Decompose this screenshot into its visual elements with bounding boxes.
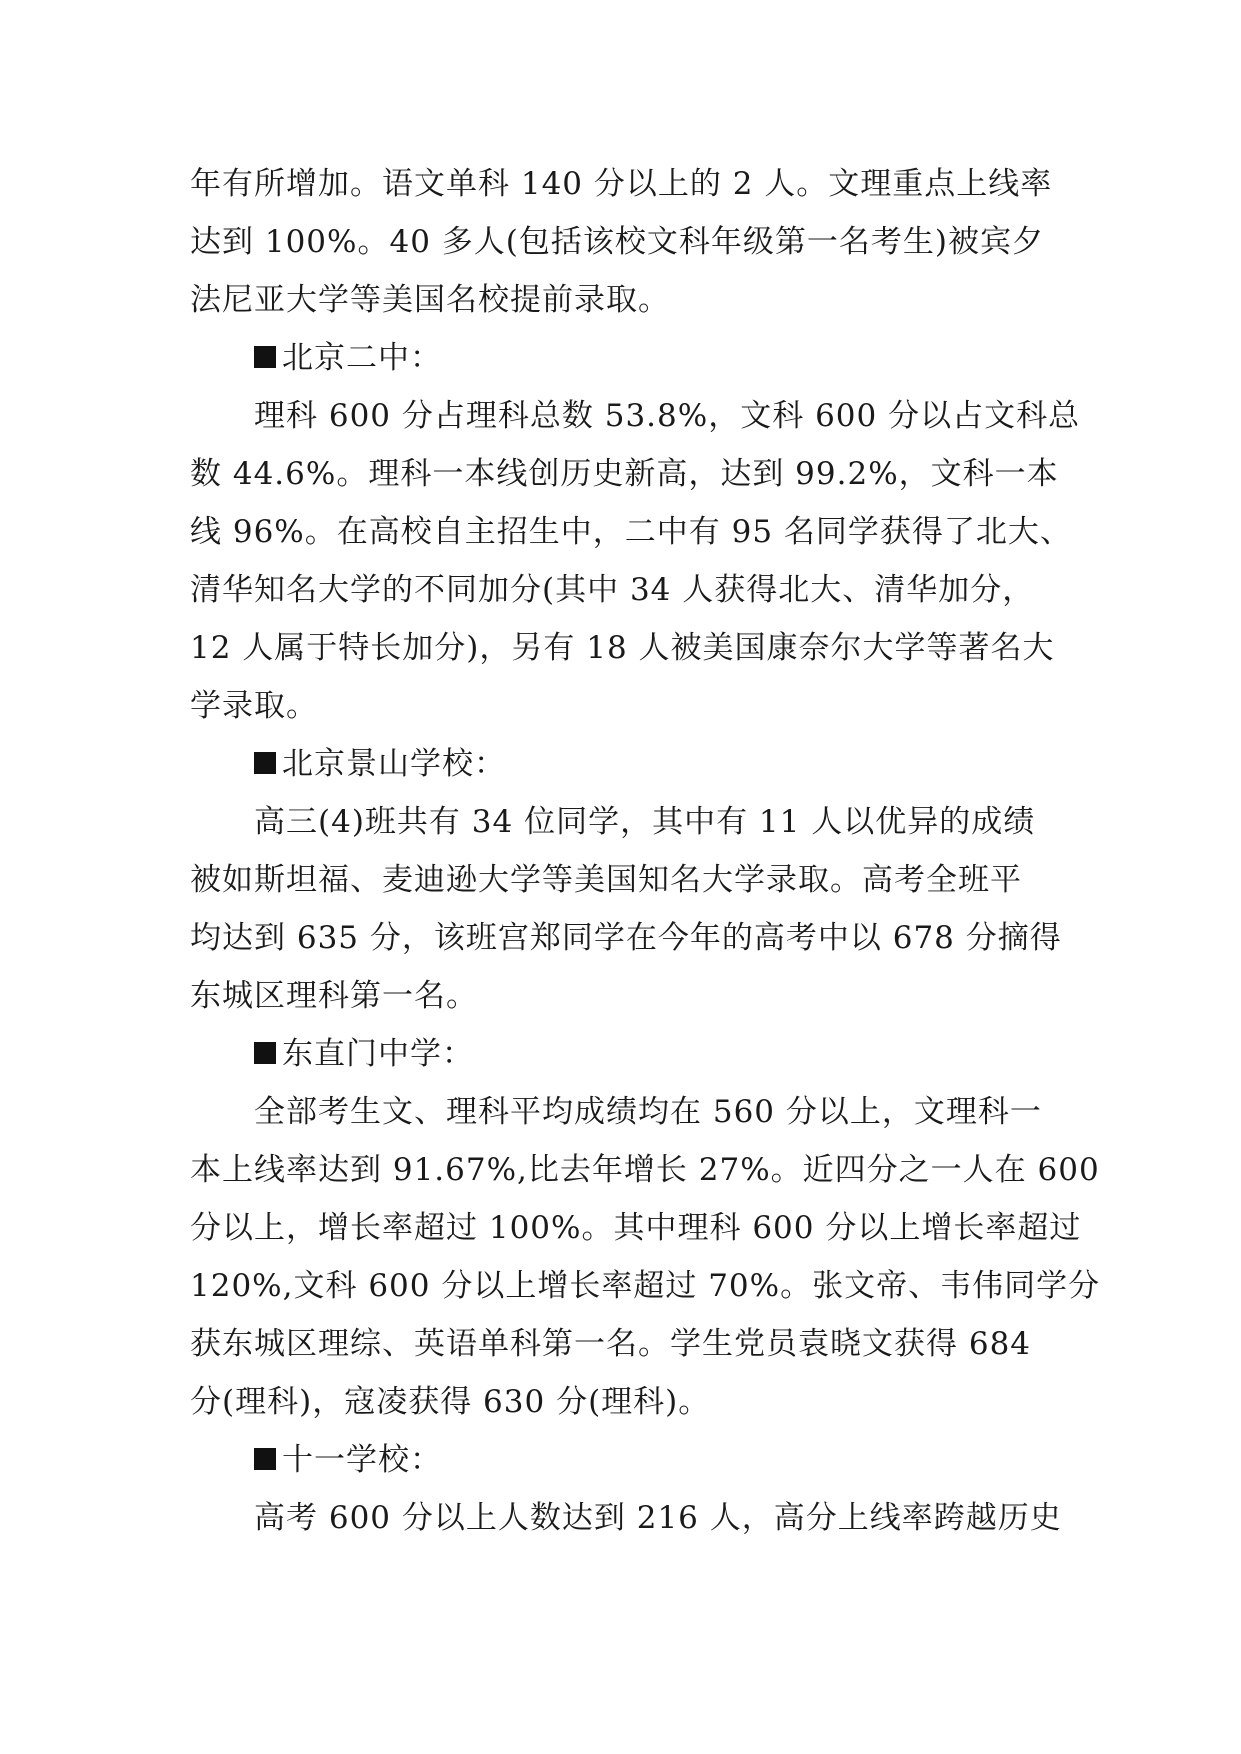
paragraph-line: 获东城区理综、英语单科第一名。学生党员袁晓文获得 684 bbox=[190, 1326, 1032, 1362]
intro-paragraph bbox=[190, 155, 1053, 329]
section-heading-jingshan bbox=[190, 735, 1050, 793]
paragraph-line: 高考 600 分以上人数达到 216 人，高分上线率跨越历史 bbox=[254, 1500, 1062, 1536]
section-heading-shiyi bbox=[190, 1431, 1050, 1489]
section-heading-beijing-no2 bbox=[190, 329, 1050, 387]
section-heading-text: 北京二中： bbox=[282, 340, 442, 376]
paragraph-line: 本上线率达到 91.67%,比去年增长 27%。近四分之一人在 600 bbox=[190, 1152, 1100, 1188]
paragraph-line: 分(理科)，寇凌获得 630 分(理科)。 bbox=[190, 1384, 711, 1420]
paragraph-line: 法尼亚大学等美国名校提前录取。 bbox=[190, 282, 670, 318]
paragraph-line: 120%,文科 600 分以上增长率超过 70%。张文帝、韦伟同学分 bbox=[190, 1268, 1101, 1304]
document-body bbox=[190, 155, 1101, 1547]
black-square-bullet-icon bbox=[254, 346, 276, 368]
paragraph-line: 线 96%。在高校自主招生中，二中有 95 名同学获得了北大、 bbox=[190, 514, 1072, 550]
section-paragraph-shiyi bbox=[190, 1489, 1062, 1547]
paragraph-line: 分以上，增长率超过 100%。其中理科 600 分以上增长率超过 bbox=[190, 1210, 1082, 1246]
paragraph-line: 全部考生文、理科平均成绩均在 560 分以上，文理科一 bbox=[254, 1094, 1042, 1130]
black-square-bullet-icon bbox=[254, 752, 276, 774]
paragraph-line: 高三(4)班共有 34 位同学，其中有 11 人以优异的成绩 bbox=[254, 804, 1036, 840]
paragraph-line: 达到 100%。40 多人(包括该校文科年级第一名考生)被宾夕 bbox=[190, 224, 1044, 260]
section-paragraph-jingshan bbox=[190, 793, 1062, 1025]
paragraph-line: 均达到 635 分，该班宫郑同学在今年的高考中以 678 分摘得 bbox=[190, 920, 1062, 956]
section-heading-dongzhimen bbox=[190, 1025, 1050, 1083]
section-heading-text: 十一学校： bbox=[282, 1442, 442, 1478]
paragraph-line: 理科 600 分占理科总数 53.8%，文科 600 分以占文科总 bbox=[254, 398, 1081, 434]
paragraph-line: 数 44.6%。理科一本线创历史新高，达到 99.2%，文科一本 bbox=[190, 456, 1059, 492]
paragraph-line: 东城区理科第一名。 bbox=[190, 978, 478, 1014]
section-paragraph-beijing-no2 bbox=[190, 387, 1081, 735]
section-paragraph-dongzhimen bbox=[190, 1083, 1101, 1431]
paragraph-line: 12 人属于特长加分)，另有 18 人被美国康奈尔大学等著名大 bbox=[190, 630, 1055, 666]
paragraph-line: 学录取。 bbox=[190, 688, 318, 724]
black-square-bullet-icon bbox=[254, 1448, 276, 1470]
black-square-bullet-icon bbox=[254, 1042, 276, 1064]
section-heading-text: 东直门中学： bbox=[282, 1036, 474, 1072]
paragraph-line: 被如斯坦福、麦迪逊大学等美国知名大学录取。高考全班平 bbox=[190, 862, 1022, 898]
section-heading-text: 北京景山学校： bbox=[282, 746, 506, 782]
paragraph-line: 年有所增加。语文单科 140 分以上的 2 人。文理重点上线率 bbox=[190, 166, 1053, 202]
paragraph-line: 清华知名大学的不同加分(其中 34 人获得北大、清华加分， bbox=[190, 572, 1035, 608]
